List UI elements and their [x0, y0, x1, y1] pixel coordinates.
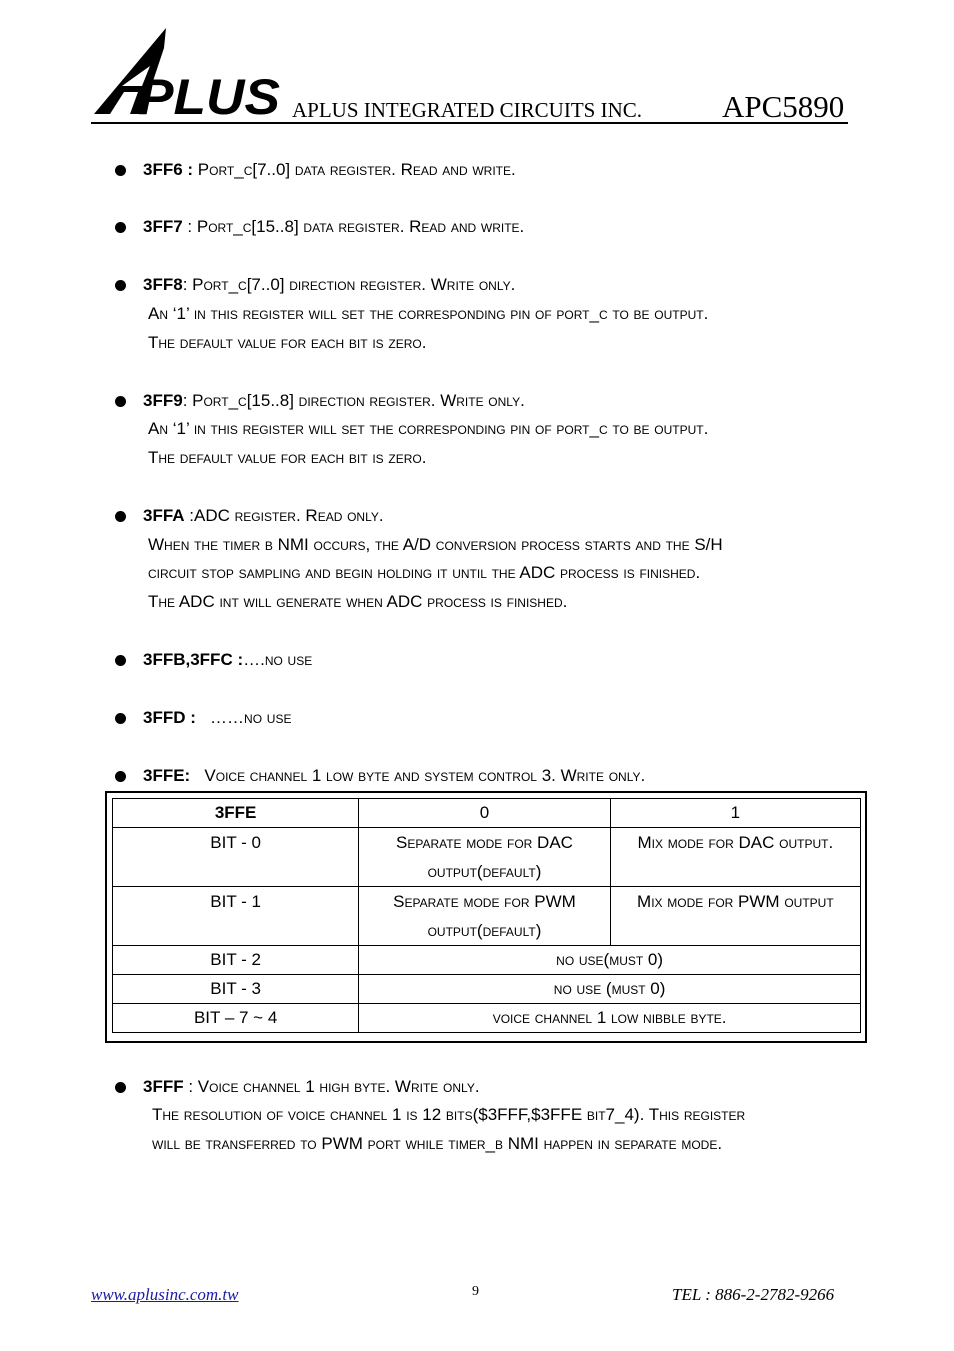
bit-cell: BIT – 7 ~ 4 — [113, 1004, 359, 1033]
merged-value-cell: no use(must 0) — [359, 946, 861, 975]
register-3ffe-table — [112, 798, 861, 1033]
item-3ffa — [143, 506, 384, 526]
website-link[interactable]: www.aplusinc.com.tw — [91, 1285, 239, 1304]
reg-desc: ……no use — [195, 708, 292, 727]
item-3ffa-line-1: When the timer b NMI occurs, the A/D conversion process starts and the S/H — [148, 535, 723, 554]
bullet-icon — [115, 165, 126, 176]
item-3ffe — [143, 766, 645, 786]
reg-desc: : Port_c[7..0] direction register. Write only. — [182, 275, 516, 294]
part-number: APC5890 — [722, 89, 845, 124]
item-3ffb-3ffc — [143, 650, 312, 670]
merged-value-cell: no use (must 0) — [359, 975, 861, 1004]
item-3ffd — [143, 708, 291, 728]
bit-cell: BIT - 1 — [113, 887, 359, 946]
item-3ff9-line-1: An ‘1’ in this register will set the corresponding pin of port_c to be output. — [148, 419, 709, 438]
bit-cell: BIT - 2 — [113, 946, 359, 975]
reg-label: 3FFF — [143, 1077, 184, 1096]
aplus-logo — [92, 28, 282, 120]
table-header-cell: 3FFE — [113, 799, 359, 828]
value-0-cell: Separate mode for DAC output(default) — [359, 828, 610, 887]
value-1-cell: Mix mode for DAC output. — [610, 828, 860, 887]
telephone: TEL : 886-2-2782-9266 — [672, 1285, 835, 1304]
item-3ff8-line-2: The default value for each bit is zero. — [148, 333, 427, 352]
bullet-icon — [115, 771, 126, 782]
table-row — [113, 975, 861, 1004]
reg-label: 3FFA — [143, 506, 185, 525]
reg-label: 3FF9 — [143, 391, 183, 410]
table-row — [113, 828, 861, 887]
item-3ff9 — [143, 391, 525, 411]
item-3ff8-line-1: An ‘1’ in this register will set the corresponding pin of port_c to be output. — [148, 304, 709, 323]
page-number: 9 — [472, 1284, 479, 1299]
table-row — [113, 1004, 861, 1033]
bit-cell: BIT - 0 — [113, 828, 359, 887]
reg-label: 3FF6 : — [143, 160, 194, 179]
bullet-icon — [115, 222, 126, 233]
table-header-cell: 1 — [610, 799, 860, 828]
reg-desc: Voice channel 1 low byte and system control 3. Write only. — [190, 766, 646, 785]
reg-desc: : Voice channel 1 high byte. Write only. — [183, 1077, 480, 1096]
item-3ff9-line-2: The default value for each bit is zero. — [148, 448, 427, 467]
bullet-icon — [115, 511, 126, 522]
value-1-cell: Mix mode for PWM output — [610, 887, 860, 946]
svg-text:PLUS: PLUS — [138, 69, 280, 120]
item-3fff-line-2: will be transferred to PWM port while timer_b NMI happen in separate mode. — [152, 1134, 723, 1153]
bullet-icon — [115, 1082, 126, 1093]
table-row — [113, 887, 861, 946]
item-3ff7 — [143, 217, 524, 237]
item-3fff-line-1: The resolution of voice channel 1 is 12 bits($3FFF,$3FFE bit7_4). This register — [152, 1105, 746, 1124]
bit-cell: BIT - 3 — [113, 975, 359, 1004]
company-name: APLUS INTEGRATED CIRCUITS INC. — [292, 98, 643, 122]
reg-desc: : Port_c[15..8] direction register. Write only. — [182, 391, 525, 410]
reg-desc: ….no use — [243, 650, 313, 669]
bullet-icon — [115, 655, 126, 666]
reg-desc: :ADC register. Read only. — [184, 506, 384, 525]
item-3ffa-line-3: The ADC int will generate when ADC process is finished. — [148, 592, 568, 611]
header-rule — [91, 122, 848, 124]
bullet-icon — [115, 396, 126, 407]
reg-desc: Port_c[7..0] data register. Read and write. — [193, 160, 516, 179]
reg-label: 3FFD : — [143, 708, 196, 727]
reg-label: 3FFE: — [143, 766, 191, 785]
reg-desc: : Port_c[15..8] data register. Read and write. — [182, 217, 525, 236]
value-0-cell: Separate mode for PWM output(default) — [359, 887, 610, 946]
table-header-cell: 0 — [359, 799, 610, 828]
table-row — [113, 946, 861, 975]
table-header-row — [113, 799, 861, 828]
item-3ff6 — [143, 160, 516, 180]
item-3ff8 — [143, 275, 515, 295]
bullet-icon — [115, 713, 126, 724]
bullet-icon — [115, 280, 126, 291]
merged-value-cell: voice channel 1 low nibble byte. — [359, 1004, 861, 1033]
reg-label: 3FF7 — [143, 217, 183, 236]
item-3fff — [143, 1077, 480, 1097]
reg-label: 3FFB,3FFC : — [143, 650, 244, 669]
item-3ffa-line-2: circuit stop sampling and begin holding it until the ADC process is finished. — [148, 563, 701, 582]
reg-label: 3FF8 — [143, 275, 183, 294]
